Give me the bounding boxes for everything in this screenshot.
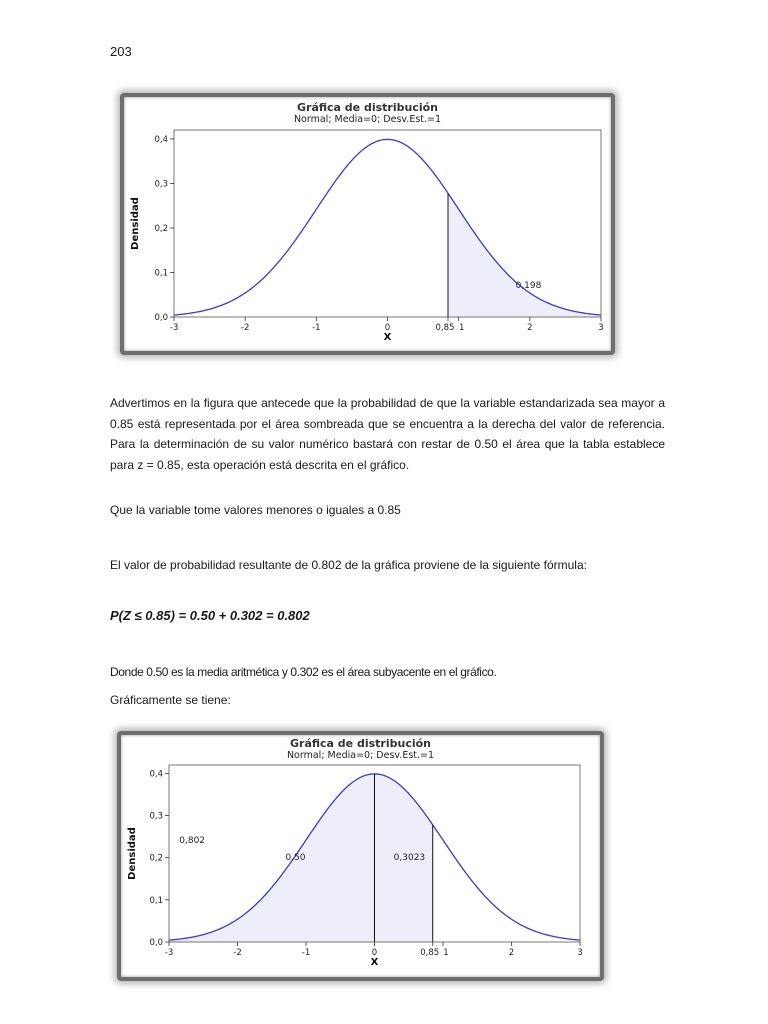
distribution-chart-1-svg — [124, 97, 611, 351]
paragraph-formula-explanation: Donde 0.50 es la media aritmética y 0.302 es el área subyacente en el gráfico. — [110, 665, 497, 679]
y-tick-label: 0,2 — [149, 853, 163, 864]
x-tick-label: 1 — [458, 323, 465, 333]
x-tick-label: 0,85 — [420, 948, 440, 958]
y-tick-label: 0,0 — [149, 938, 163, 948]
x-tick-label: -3 — [164, 948, 174, 958]
x-tick-label: 1 — [443, 948, 449, 958]
y-tick-label: 0,2 — [154, 223, 168, 234]
distribution-chart-2-svg — [121, 735, 600, 977]
area-annotation: 0,198 — [515, 281, 542, 292]
y-tick-label: 0,4 — [154, 134, 168, 145]
distribution-chart-1 — [120, 93, 615, 355]
area-annotation: 0,50 — [285, 852, 306, 863]
shaded-area — [448, 193, 601, 317]
y-tick-label: 0,1 — [149, 895, 163, 906]
chart-title: Gráfica de distribución — [290, 737, 431, 750]
x-tick-label: -2 — [233, 948, 242, 958]
x-tick-label: -1 — [301, 948, 311, 958]
chart-subtitle: Normal; Media=0; Desv.Est.=1 — [293, 114, 442, 125]
y-tick-label: 0,0 — [154, 313, 168, 323]
x-tick-label: 2 — [508, 948, 515, 958]
area-annotation: 0,802 — [179, 835, 206, 846]
distribution-chart-2 — [117, 731, 604, 981]
y-axis-label: Densidad — [127, 827, 138, 880]
x-tick-label: 3 — [598, 323, 604, 333]
x-tick-label: 0 — [371, 948, 378, 958]
x-axis-label: X — [383, 332, 392, 343]
x-tick-label: -2 — [240, 323, 250, 333]
paragraph-less-or-equal: Que la variable tome valores menores o iguales a 0.85 — [110, 503, 401, 517]
chart-title: Gráfica de distribución — [297, 101, 438, 114]
x-tick-label: -1 — [312, 323, 321, 333]
y-tick-label: 0,1 — [154, 268, 168, 279]
x-tick-label: 3 — [577, 948, 583, 958]
x-tick-label: -3 — [169, 323, 179, 333]
x-tick-label: 0 — [384, 323, 391, 333]
paragraph-explanation: Advertimos en la figura que antecede que la probabilidad de que la variable estandarizada sea mayor a 0.85 está representada por el área sombreada que se encuentra a la derecha del valor de referencia. Para la determinación de su valor numérico bastará con restar de 0.50 el área que la tabla establece para z = 0.85, esta operación está descrita en el gráfico. — [110, 396, 665, 472]
paragraph-graphically: Gráficamente se tiene: — [110, 693, 231, 707]
chart-subtitle: Normal; Media=0; Desv.Est.=1 — [286, 750, 435, 761]
area-annotation: 0,3023 — [393, 852, 426, 863]
paragraph-formula-intro: El valor de probabilidad resultante de 0.802 de la gráfica proviene de la siguiente fórmula: — [110, 558, 587, 572]
y-tick-label: 0,4 — [149, 769, 163, 780]
y-tick-label: 0,3 — [149, 811, 163, 822]
y-axis-label: Densidad — [130, 197, 141, 250]
x-tick-label: 2 — [527, 323, 533, 333]
x-axis-label: X — [370, 957, 379, 968]
y-tick-label: 0,3 — [154, 179, 168, 190]
probability-formula: P(Z ≤ 0.85) = 0.50 + 0.302 = 0.802 — [110, 608, 310, 623]
page-number: 203 — [110, 44, 132, 59]
x-tick-label: 0,85 — [435, 323, 455, 333]
